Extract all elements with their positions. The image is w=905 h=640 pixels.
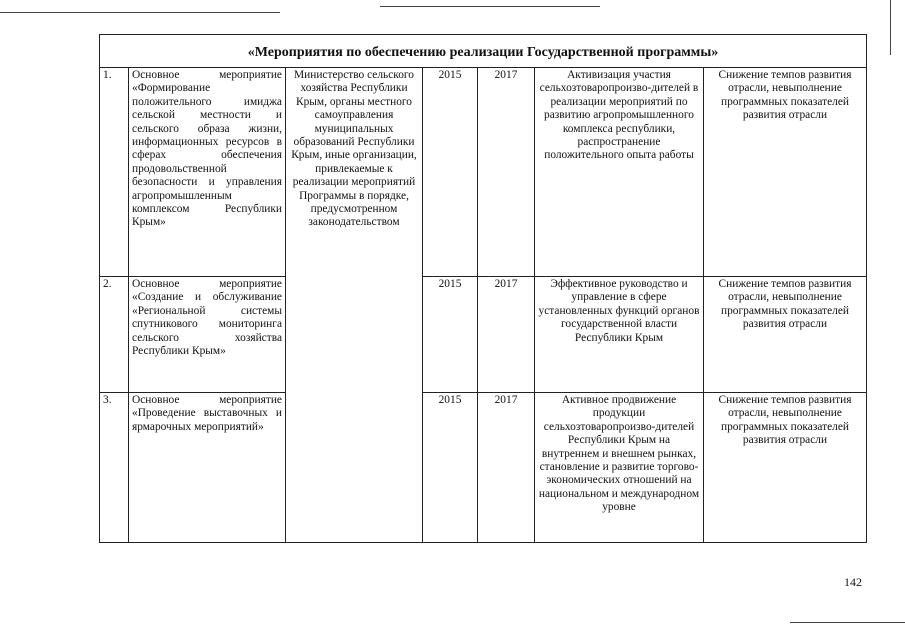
row-number: 3. (100, 393, 129, 543)
expected-result: Активное продвижение продукции сельхозтоваропроизво-дителей Республики Крым на внутреннем и внешнем рынках, становление и развитие торгово-экономических отношений на национальном и международном уровне (535, 393, 704, 543)
start-year: 2015 (423, 393, 478, 543)
measure-name: Основное мероприятие «Формирование положительного имиджа сельской местности и сельского образа жизни, информационных ресурсов в сферах обеспечения продовольственной безопасности и управления агропромышленным комплексом Республики Крым» (129, 68, 286, 277)
end-year: 2017 (478, 68, 535, 277)
scan-line-top-left (0, 12, 280, 13)
expected-result: Эффективное руководство и управление в сфере установленных функций органов государственной власти Республики Крым (535, 277, 704, 393)
non-implementation-effect: Снижение темпов развития отрасли, невыполнение программных показателей развития отрасли (704, 393, 867, 543)
non-implementation-effect: Снижение темпов развития отрасли, невыполнение программных показателей развития отрасли (704, 277, 867, 393)
expected-result: Активизация участия сельхозтоваропроизво-дителей в реализации мероприятий по развитию агропромышленного комплекса республики, распространение положительного опыта работы (535, 68, 704, 277)
table-title-row (100, 35, 867, 68)
measure-name: Основное мероприятие «Создание и обслуживание «Региональной системы спутникового мониторинга сельского хозяйства Республики Крым» (129, 277, 286, 393)
measures-table (99, 34, 867, 543)
measure-name: Основное мероприятие «Проведение выставочных и ярмарочных мероприятий» (129, 393, 286, 543)
non-implementation-effect: Снижение темпов развития отрасли, невыполнение программных показателей развития отрасли (704, 68, 867, 277)
table-row (100, 68, 867, 277)
scan-line-bottom-right (790, 622, 905, 623)
table-row (100, 393, 867, 543)
start-year: 2015 (423, 68, 478, 277)
page-number: 142 (844, 575, 862, 589)
scan-line-right-edge (890, 0, 891, 55)
end-year: 2017 (478, 393, 535, 543)
executor-cell: Министерство сельского хозяйства Республики Крым, органы местного самоуправления муниципальных образований Республики Крым, иные организации, привлекаемые к реализации мероприятий Программы в порядке, предусмотренном законодательством (286, 68, 423, 543)
start-year: 2015 (423, 277, 478, 393)
end-year: 2017 (478, 277, 535, 393)
table-row (100, 277, 867, 393)
row-number: 1. (100, 68, 129, 277)
scan-line-top-right (380, 6, 600, 7)
table-title: «Мероприятия по обеспечению реализации Государственной программы» (100, 35, 867, 68)
row-number: 2. (100, 277, 129, 393)
